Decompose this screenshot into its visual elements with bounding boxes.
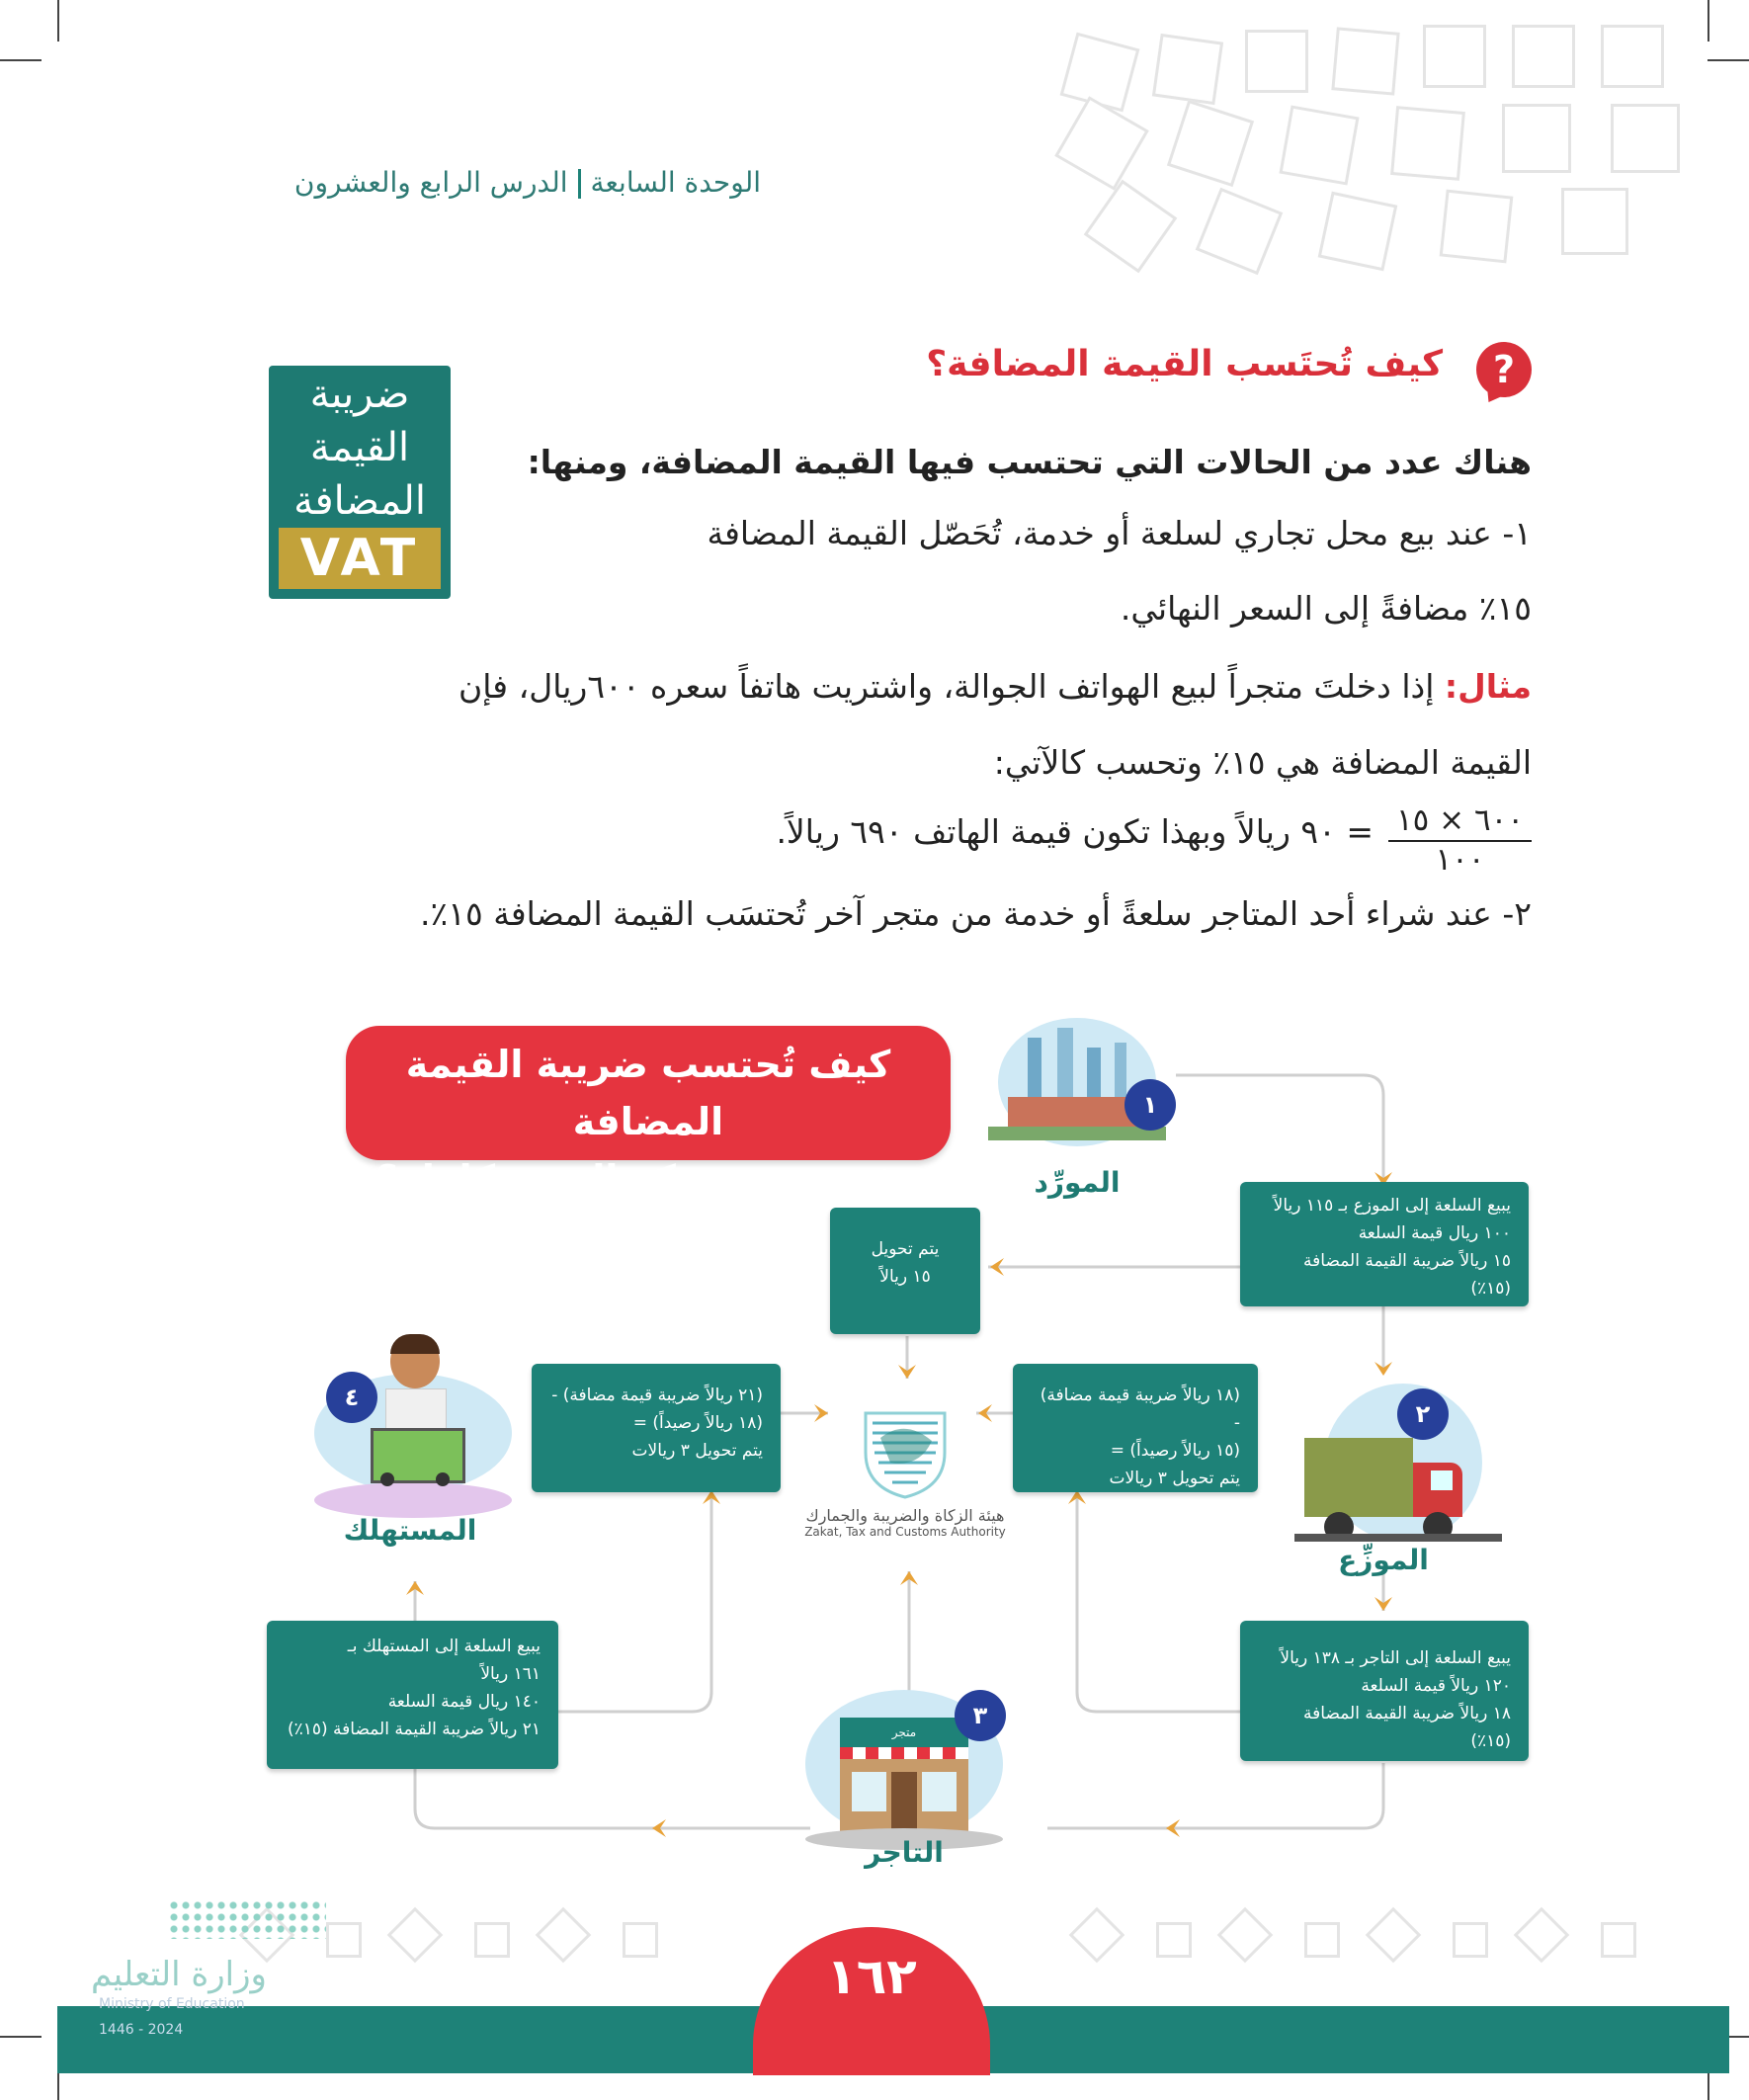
authority-name-en: Zakat, Tax and Customs Authority: [804, 1525, 1006, 1539]
distributor-sale-line1: يبيع السلعة إلى التاجر بـ ١٣٨ ريالاً: [1280, 1648, 1511, 1668]
authority-logo: [787, 1393, 1024, 1539]
supplier-sale-line3: ١٥ ريالاً ضريبة القيمة المضافة (١٥٪): [1303, 1251, 1511, 1299]
fraction-denominator: ١٠٠: [1435, 842, 1485, 878]
supplier-label: المورِّد: [1034, 1166, 1121, 1199]
page-number: ١٦٢: [753, 1927, 990, 2075]
merchant-sale-line3: ١٤٠ ريال قيمة السلعة: [387, 1692, 541, 1712]
merchant-calc-line2: (١٨ ريالاً رصيداً) =: [632, 1413, 763, 1433]
intro-text: هناك عدد من الحالات التي تحتسب فيها القيمة المضافة، ومنها:: [527, 443, 1532, 481]
distributor-sale-line2: ١٢٠ ريالاً قيمة السلعة: [1361, 1676, 1511, 1696]
example-line2: القيمة المضافة هي ١٥٪ وتحسب كالآتي:: [993, 743, 1532, 782]
merchant-sale-line1: يبيع السلعة إلى المستهلك بـ: [347, 1637, 541, 1656]
banner-line1: كيف تُحتسب ضريبة القيمة المضافة: [405, 1043, 891, 1143]
merchant-sale-line2: ١٦١ ريالاً: [480, 1664, 541, 1684]
merchant-sale-line4: ٢١ ريالاً ضريبة القيمة المضافة (١٥٪): [287, 1720, 541, 1739]
case2-text: ٢- عند شراء أحد المتاجر سلعةً أو خدمة من متجر آخر تُحتسَب القيمة المضافة ١٥٪.: [420, 894, 1532, 933]
merchant-calc-box: [532, 1364, 781, 1492]
distributor-calc-box: [1013, 1364, 1258, 1492]
ministry-year: 2024 - 1446: [99, 2022, 184, 2038]
case1-line1: ١- عند بيع محل تجاري لسلعة أو خدمة، تُحَصّل القيمة المضافة: [707, 514, 1532, 552]
section-title: كيف تُحتَسب القيمة المضافة؟: [926, 344, 1443, 384]
distributor-label: الموزِّع: [1338, 1544, 1429, 1576]
consumer-label: المستهلك: [343, 1514, 477, 1547]
ministry-logo-dots: [168, 1899, 326, 1939]
authority-emblem-icon: [851, 1393, 959, 1502]
fraction-numerator: ٦٠٠ × ١٥: [1388, 802, 1532, 842]
transfer-box-1: [830, 1208, 980, 1334]
step-number-4: ٤: [326, 1372, 377, 1423]
consumer-person-illustration: [380, 1334, 450, 1502]
shop-illustration: [840, 1718, 968, 1831]
transfer1-line1: يتم تحويل: [871, 1239, 940, 1259]
diagram-banner: [346, 1026, 951, 1201]
unit-label: الوحدة السابعة: [590, 166, 761, 199]
merchant-sale-box: [267, 1621, 558, 1769]
supplier-sale-line2: ١٠٠ ريال قيمة السلعة: [1358, 1223, 1511, 1243]
vat-logo-line2: القيمة: [309, 425, 410, 470]
distributor-sale-line3: ١٨ ريالاً ضريبة القيمة المضافة (١٥٪): [1303, 1704, 1511, 1751]
supplier-sale-line1: يبيع السلعة إلى الموزع بـ ١١٥ ريالاً: [1273, 1196, 1511, 1216]
ministry-name-ar: وزارة التعليم: [91, 1955, 267, 1994]
transfer1-line2: ١٥ ريالاً: [879, 1267, 931, 1287]
example-label: مثال:: [1444, 667, 1532, 706]
vat-logo-line1: ضريبة: [309, 372, 410, 417]
banner-line2: وفق دورة حركة المنتج كاملة؟: [375, 1157, 921, 1201]
ministry-name-en: Ministry of Education: [99, 1996, 245, 2012]
authority-name-ar: هيئة الزكاة والضريبة والجمارك: [805, 1506, 1005, 1525]
shop-sign: متجر: [840, 1718, 968, 1747]
distributor-sale-box: [1240, 1621, 1529, 1761]
merchant-calc-line1: (٢١ ريالاً ضريبة قيمة مضافة) -: [551, 1386, 763, 1405]
merchant-label: التاجر: [865, 1836, 944, 1869]
step-number-3: ٣: [955, 1690, 1006, 1741]
merchant-calc-line3: يتم تحويل ٣ ريالات: [631, 1441, 763, 1461]
step-number-1: ١: [1124, 1079, 1176, 1131]
supplier-sale-box: [1240, 1182, 1529, 1306]
vat-logo-en: VAT: [279, 528, 441, 589]
vat-logo-line3: المضافة: [293, 478, 426, 524]
question-bubble-icon: ?: [1476, 342, 1532, 397]
distributor-calc-line3: يتم تحويل ٣ ريالات: [1109, 1469, 1240, 1488]
lesson-label: الدرس الرابع والعشرون: [293, 166, 568, 199]
example-text: إذا دخلتَ متجراً لبيع الهواتف الجوالة، واشتريت هاتفاً سعره ٦٠٠ريال، فإن: [458, 667, 1435, 706]
distributor-calc-line2: (١٥ ريالاً رصيداً) =: [1110, 1441, 1240, 1461]
distributor-calc-line1: (١٨ ريالاً ضريبة قيمة مضافة) -: [1040, 1386, 1240, 1433]
equation-result: = ٩٠ ريالاً وبهذا تكون قيمة الهاتف ٦٩٠ ريالاً.: [776, 812, 1374, 851]
case1-line2: ١٥٪ مضافةً إلى السعر النهائي.: [1120, 589, 1532, 628]
step-number-2: ٢: [1397, 1388, 1449, 1440]
